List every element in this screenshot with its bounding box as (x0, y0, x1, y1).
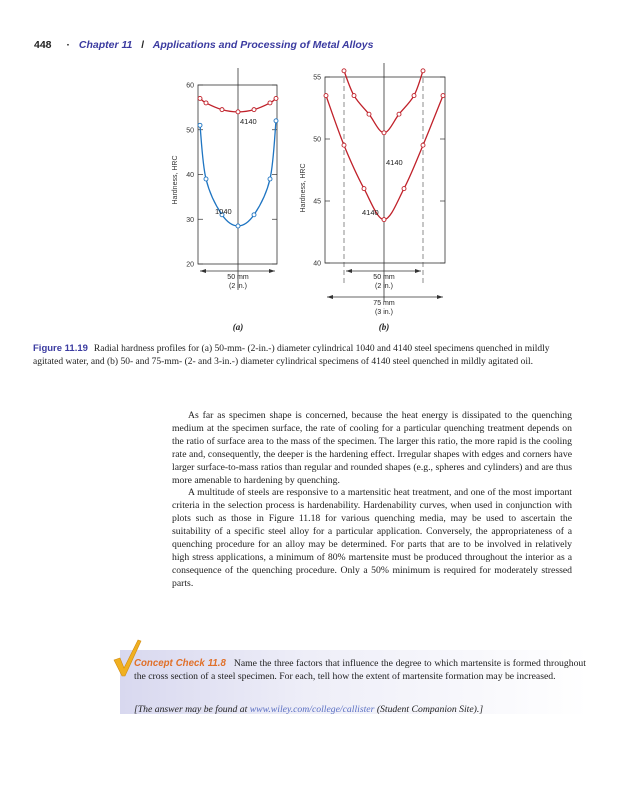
panel-b-caption-label: (b) (378, 322, 390, 332)
panel-b-ytick-label: 45 (313, 198, 321, 206)
answer-link[interactable]: www.wiley.com/college/callister (249, 704, 375, 715)
panel-a-data-point (274, 96, 278, 100)
answer-prefix: [The answer may be found at (134, 704, 250, 715)
panel-b-label-lower: 4140 (362, 208, 379, 217)
panel-b-dimension-50 (346, 269, 421, 290)
panel-b-data-point (397, 112, 401, 116)
panel-a-data-point (268, 101, 272, 105)
panel-b-data-point (324, 94, 328, 98)
body-text (172, 410, 572, 591)
panel-b-ytick-label: 55 (313, 74, 321, 82)
panel-b-ytick-label: 50 (313, 136, 321, 144)
panel-b-data-point (402, 187, 406, 191)
panel-b-data-point (352, 94, 356, 98)
panel-b-curve-4140-50mm (344, 71, 423, 133)
panel-b-data-point (367, 112, 371, 116)
panel-b-data-point (412, 94, 416, 98)
panel-a-data-point (252, 108, 256, 112)
figure-caption-label: Figure 11.19 (33, 343, 88, 354)
panel-a-data-point (274, 119, 278, 123)
panel-a-ytick-label: 20 (186, 261, 194, 269)
panel-a-dimension (200, 269, 275, 290)
panel-a-ticks (186, 83, 277, 269)
panel-b-dim2-in: (3 in.) (375, 309, 393, 316)
figure-11-19 (0, 0, 638, 340)
panel-b-data-point (382, 218, 386, 222)
panel-a-data-point (236, 224, 240, 228)
panel-a-data-point (236, 110, 240, 114)
panel-b-data-point (342, 69, 346, 73)
panel-b-data-point (421, 143, 425, 147)
panel-a (172, 68, 278, 332)
panel-b-ticks (313, 75, 445, 268)
panel-b-frame (325, 77, 445, 263)
panel-b-data-point (362, 187, 366, 191)
header-bullet: · (66, 39, 70, 51)
panel-a-dim-in: (2 in.) (229, 283, 247, 290)
panel-b-data-point (441, 94, 445, 98)
paragraph: As far as specimen shape is concerned, because the heat energy is dissipated to the quenching medium at the specimen surface, the rate of cooling for a particular quenching treatment depends on the ratio of surface area to the mass of the specimen. The larger this ratio, the more rapid is the cooling rate and, consequently, the deeper is the hardening effect. Irregular shapes with edges and corners have larger surface-to-mass ratios than regular and rounded shapes (e.g., spheres and cylinders) and are thus more amenable to hardening by quenching. (172, 410, 572, 486)
concept-check-title: Concept Check 11.8 (134, 658, 226, 669)
panel-b-dim2-mm: 75 mm (373, 300, 395, 307)
panel-b-dim1-in: (2 in.) (375, 283, 393, 290)
panel-b-dim1-mm: 50 mm (373, 274, 395, 281)
page-number: 448 (34, 39, 52, 51)
panel-b-data-point (382, 131, 386, 135)
panel-a-data-point (268, 177, 272, 181)
panel-a-ylabel: Hardness, HRC (172, 155, 179, 205)
concept-check-question: Name the three factors that influence the degree to which martensite is formed throughout the cross section of a steel specimen. For each, tell how the extent of martensite formation may be increased. (134, 658, 586, 682)
panel-b-ylabel: Hardness, HRC (300, 163, 307, 213)
answer-suffix: (Student Companion Site).] (374, 704, 484, 715)
concept-check-box (110, 648, 588, 718)
panel-a-caption-label: (a) (232, 322, 244, 332)
panel-a-ytick-label: 60 (186, 82, 194, 90)
panel-a-ytick-label: 50 (186, 127, 194, 135)
panel-a-data-point (252, 213, 256, 217)
panel-a-data-point (220, 108, 224, 112)
panel-a-data-point (198, 96, 202, 100)
panel-b-points (324, 69, 445, 222)
panel-b-curve-4140-75mm (326, 96, 443, 220)
panel-a-ytick-label: 40 (186, 172, 194, 179)
panel-b-label-upper: 4140 (386, 158, 403, 167)
panel-b-data-point (421, 69, 425, 73)
concept-check-answer (134, 704, 586, 715)
panel-a-label-4140: 4140 (240, 117, 257, 126)
panel-b-dimension-75 (327, 295, 443, 316)
panel-b-ytick-label: 40 (313, 260, 321, 268)
header-separator: / (141, 39, 145, 51)
panel-b-data-point (342, 143, 346, 147)
chapter-title: Applications and Processing of Metal Alloys (152, 39, 374, 51)
paragraph: A multitude of steels are responsive to a martensitic heat treatment, and one of the most important criteria in the selection process is hardenability. Hardenability curves, when used in conjunction with plots such as those in Figure 11.18 for various quenching media, may be used to ascertain the suitability of a specific steel alloy for a particular application. Conversely, the appropriateness of a quenching procedure for an alloy may be determined. For parts that are to be involved in relatively high stress applications, a minimum of 80% martensite must be produced throughout the interior as a consequence of the quenching procedure. Only a 50% minimum is required for moderately stressed parts. (172, 487, 572, 589)
panel-a-dim-mm: 50 mm (227, 274, 249, 281)
concept-check-question-block (134, 658, 586, 684)
figure-caption (33, 343, 578, 368)
figure-caption-text: Radial hardness profiles for (a) 50-mm- (2-in.-) diameter cylindrical 1040 and 4140 steel specimens quenched in mildly agitated water, and (b) 50- and 75-mm- (2- and 3-in.-) diameter cylindrical specimens of 4140 steel quenched in mildly agitated oil. (33, 344, 550, 367)
panel-b (300, 63, 445, 332)
panel-a-data-point (204, 177, 208, 181)
panel-a-data-point (204, 101, 208, 105)
panel-a-label-1040: 1040 (215, 207, 232, 216)
panel-a-data-point (198, 123, 202, 127)
panel-a-ytick-label: 30 (186, 216, 194, 224)
chapter-label: Chapter 11 (78, 39, 133, 51)
